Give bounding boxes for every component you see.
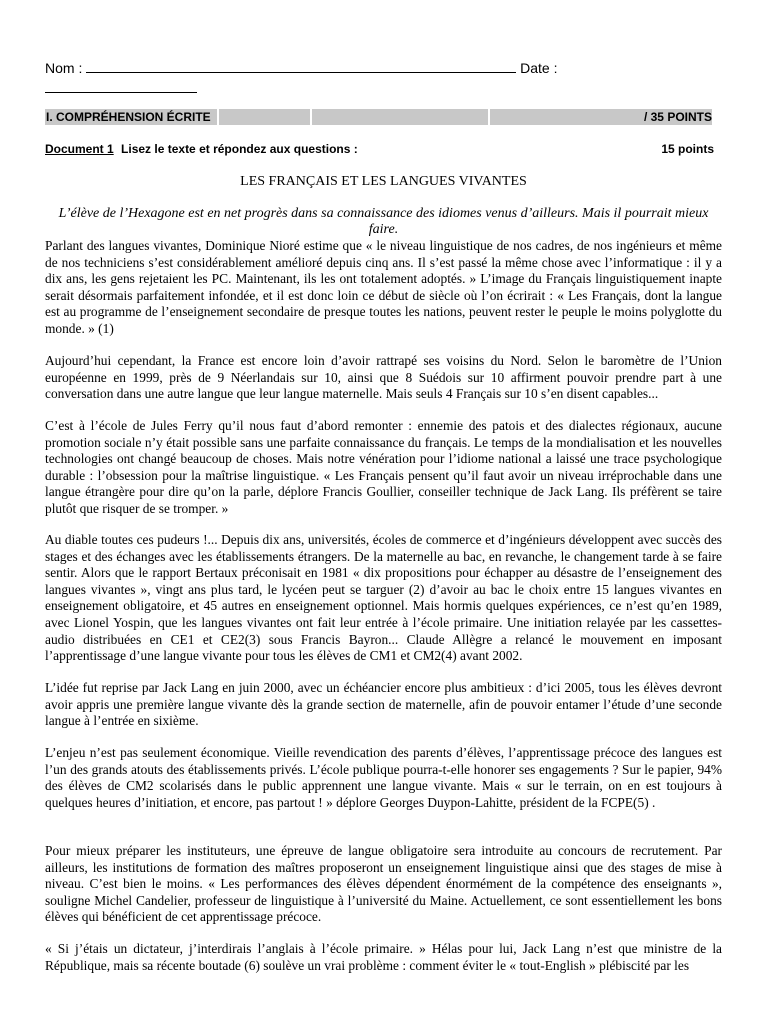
section-bar-divider [310, 109, 312, 125]
article-paragraph [45, 353, 722, 403]
date-blank[interactable] [45, 80, 197, 93]
paragraph-text: C’est à l’école de Jules Ferry qu’il nous faut d’abord remonter : ennemie des patois et des dialectes régionaux, aucune promotion sociale n’y était possible sans une parfaite connaissance du français. Le temps de la mondialisation et les nouvelles technologies ont changé beaucoup de choses. Mais notre vénération pour l’idiome national a laissé une trace psychologique durable : l’obsession pour la maîtrise linguistique. « Les Français pensent qu’il faut avoir un niveau irréprochable dans une langue étrangère pour dire qu’on la parle, déplore Francis Goullier, conseiller technique de Jack Lang. Ils préfèrent se taire plutôt que risquer de se tromper. » [45, 418, 722, 516]
section-bar-divider [217, 109, 219, 125]
section-bar-divider [488, 109, 490, 125]
paragraph-text: Parlant des langues vivantes, Dominique Nioré estime que « le niveau linguistique de nos cadres, de nos ingénieurs et même de nos techniciens s’est considérablement amélioré depuis cinq ans. Il s’est passé la même chose avec l’informatique : il y a dix ans, les gens rejetaient les PC. Maintenant, ils les ont totalement adoptés. » L’image du Français linguistiquement inapte serait désormais parfaitement infondée, et il est donc loin ce début de siècle où l’on écrirait : « Les Français, dont la langue est au programme de l’enseignement secondaire de presque toutes les nations, peuvent rester le peuple le moins polyglotte du monde. » (1) [45, 238, 722, 336]
document-header [45, 141, 714, 157]
document-points: 15 points [661, 142, 714, 156]
article-paragraph [45, 238, 722, 338]
document-instruction: Lisez le texte et répondez aux questions : [121, 142, 358, 156]
article-lead: L’élève de l’Hexagone est en net progrès dans sa connaissance des idiomes venus d’ailleurs. Mais il pourrait mieux faire. [58, 206, 709, 237]
paragraph-text: L’idée fut reprise par Jack Lang en juin 2000, avec un échéancier encore plus ambitieux : d’ici 2005, tous les élèves devront avoir appris une première langue vivante dès la grande section de maternelle, afin de pouvoir entamer l’étude d’une seconde langue à l’entrée en sixième. [45, 680, 722, 729]
date-label: Date : [520, 60, 558, 76]
paragraph-text: « Si j’étais un dictateur, j’interdirais l’anglais à l’école primaire. » Hélas pour lui, Jack Lang n’est que ministre de la République, mais sa récente boutade (6) soulève un vrai problème : comment éviter le « tout-English » plébiscité par les [45, 941, 722, 973]
article-paragraph [45, 418, 722, 518]
section-title: I. COMPRÉHENSION ÉCRITE [46, 110, 211, 124]
section-points: / 35 POINTS [643, 110, 712, 124]
paragraph-text: L’enjeu n’est pas seulement économique. Vieille revendication des parents d’élèves, l’apprentissage précoce des langues est l’un des grands atouts des établissements privés. L’école publique pourra-t-elle honorer ses engagements ? Sur le papier, 94% des élèves de CM2 scolarisés dans le public apprennent une langue vivante. Mais « sur le terrain, on en est toujours à quelques heures d’initiation, et encore, pas partout ! » déplore Georges Duypon-Lahitte, président de la FCPE(5) . [45, 745, 722, 810]
name-date-line [45, 59, 722, 77]
paragraph-text: Aujourd’hui cependant, la France est encore loin d’avoir rattrapé ses voisins du Nord. Selon le baromètre de l’Union européenne en 1999, près de 9 Néerlandais sur 10, ainsi que 8 Suédois sur 10 affirment pouvoir prendre part à une conversation dans une autre langue que leur langue maternelle. Mais seuls 4 Français sur 10 s’en disent capables... [45, 353, 722, 402]
paragraph-text: Pour mieux préparer les instituteurs, une épreuve de langue obligatoire sera introduite au concours de recrutement. Par ailleurs, les institutions de formation des maîtres proposeront un enseignement linguistique ainsi que des stages de mise à niveau. C’est bien le moins. « Les performances des élèves dépendent énormément de la compétence des enseignants », souligne Michel Candelier, professeur de linguistique à l’université du Maine. Actuellement, ce sont essentiellement les bons élèves qui bénéficient de cet apprentissage précoce. [45, 843, 722, 925]
paragraph-text: Au diable toutes ces pudeurs !... Depuis dix ans, universités, écoles de commerce et d’ingénieurs développent avec succès des stages et des échanges avec les établissements étrangers. De la maternelle au bac, en revanche, le changement tarde à se faire sentir. Alors que le rapport Bertaux préconisait en 1981 « dix propositions pour échapper au désastre de l’enseignement des langues vivantes », vingt ans plus tard, le lycéen peut se targuer (2) d’avoir au bac le choix entre 15 langues vivantes en enseignement obligatoire, et 45 autres en enseignement optionnel. Mais hormis quelques expériences, ce n’est qu’en 1989, avec Lionel Yospin, que les langues vivantes ont fait leur entrée à l’école primaire. Une initiation relayée par les cassettes-audio distribuées en CE1 et CE2(3) sous Francis Bayron... Claude Allègre a relancé le mouvement en imposant l’apprentissage d’une langue vivante pour tous les élèves de CM1 et CM2(4) avant 2002. [45, 532, 722, 664]
document-label: Document 1 [45, 142, 114, 156]
article-paragraph [45, 680, 722, 730]
article-title: LES FRANÇAIS ET LES LANGUES VIVANTES [240, 174, 527, 189]
article-paragraph [45, 745, 722, 811]
article-paragraph [45, 843, 722, 926]
nom-blank[interactable] [86, 60, 516, 73]
section-header-bar [45, 109, 712, 125]
article-paragraph [45, 941, 722, 974]
article-paragraph [45, 532, 722, 665]
nom-label: Nom : [45, 60, 83, 76]
